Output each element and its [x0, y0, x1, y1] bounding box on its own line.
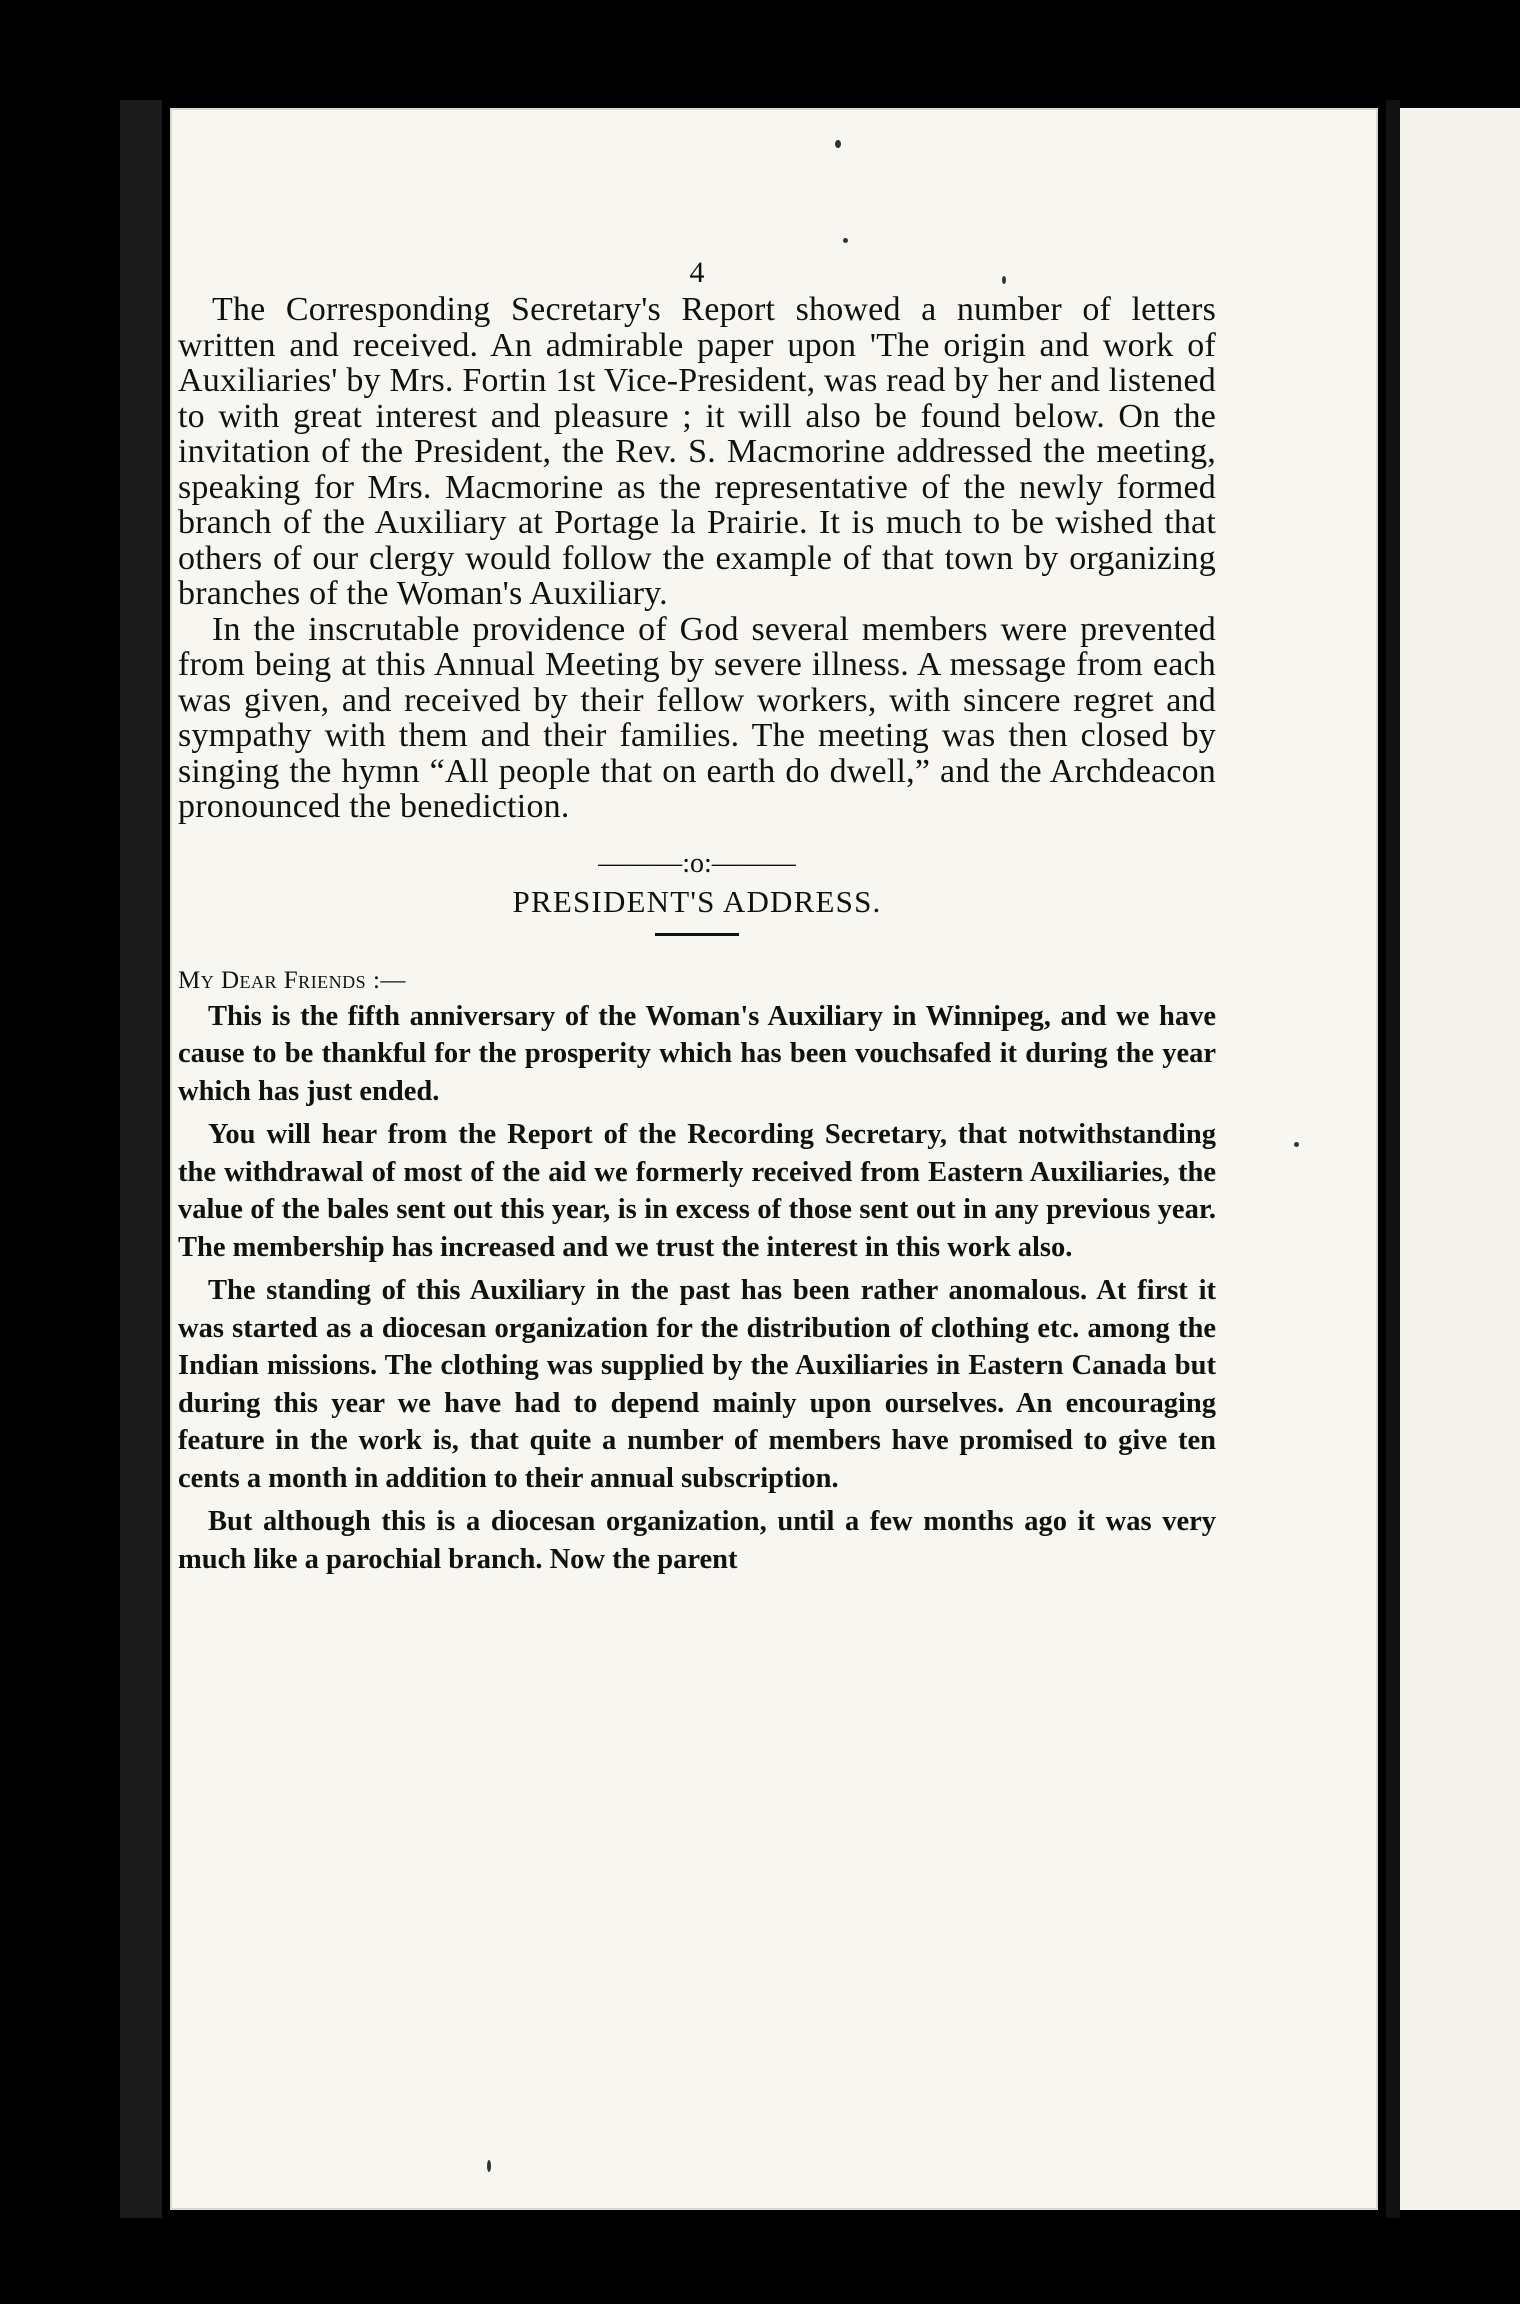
- section-divider: ———:o:———: [598, 847, 796, 879]
- page-gutter: [1386, 100, 1400, 2218]
- section-heading: PRESIDENT'S ADDRESS.: [512, 883, 882, 919]
- report-paragraph: The Corresponding Secretary's Report showed a number of letters written and received. An admirable paper upon 'The origin and work of Auxiliaries' by Mrs. Fortin 1st Vice-President, was read by her and listened to with great interest and pleasure ; it will also be found below. On the invitation of the President, the Rev. S. Macmorine addressed the meeting, speaking for Mrs. Macmorine as the representative of the newly formed branch of the Auxiliary at Portage la Prairie. It is much to be wished that others of our clergy would follow the example of that town by organizing branches of the Woman's Auxiliary.: [178, 291, 1216, 612]
- page-text: [178, 254, 1216, 1584]
- page-number: 4: [689, 256, 705, 289]
- address-paragraph: The standing of this Auxiliary in the past has been rather anomalous. At first it was started as a diocesan organization for the distribution of clothing etc. among the Indian missions. The clothing was supplied by the Auxiliaries in Eastern Canada but during this year we have had to depend mainly upon ourselves. An encouraging feature in the work is, that quite a number of members have promised to give ten cents a month in addition to their annual subscription.: [178, 1275, 1216, 1494]
- address-paragraph: This is the fifth anniversary of the Woman's Auxiliary in Winnipeg, and we have cause to be thankful for the prosperity which has been vouchsafed it during the year which has just ended.: [178, 1000, 1216, 1107]
- adjacent-page-edge: [1400, 108, 1520, 2210]
- presidents-address: [178, 998, 1216, 1579]
- meeting-report: [178, 292, 1216, 825]
- address-paragraph: You will hear from the Report of the Recording Secretary, that notwithstanding the withdrawal of most of the aid we formerly received from Eastern Auxiliaries, the value of the bales sent out this year, is in excess of those sent out in any previous year. The membership has increased and we trust the interest in this work also.: [178, 1119, 1216, 1263]
- heading-rule: [655, 933, 739, 936]
- scan-speck: [843, 238, 848, 243]
- scan-speck: [835, 140, 841, 148]
- scan-speck: [487, 2160, 491, 2172]
- address-paragraph: But although this is a diocesan organization, until a few months ago it was very much like a parochial branch. Now the parent: [178, 1506, 1216, 1575]
- book-spine-edge: [120, 100, 162, 2218]
- scan-speck: [1294, 1142, 1299, 1147]
- salutation: My Dear Friends :—: [178, 966, 406, 994]
- report-paragraph: In the inscrutable providence of God several members were prevented from being at this Annual Meeting by severe illness. A message from each was given, and received by their fellow workers, with sincere regret and sympathy with them and their families. The meeting was then closed by singing the hymn “All people that on earth do dwell,” and the Archdeacon pronounced the benediction.: [178, 610, 1216, 825]
